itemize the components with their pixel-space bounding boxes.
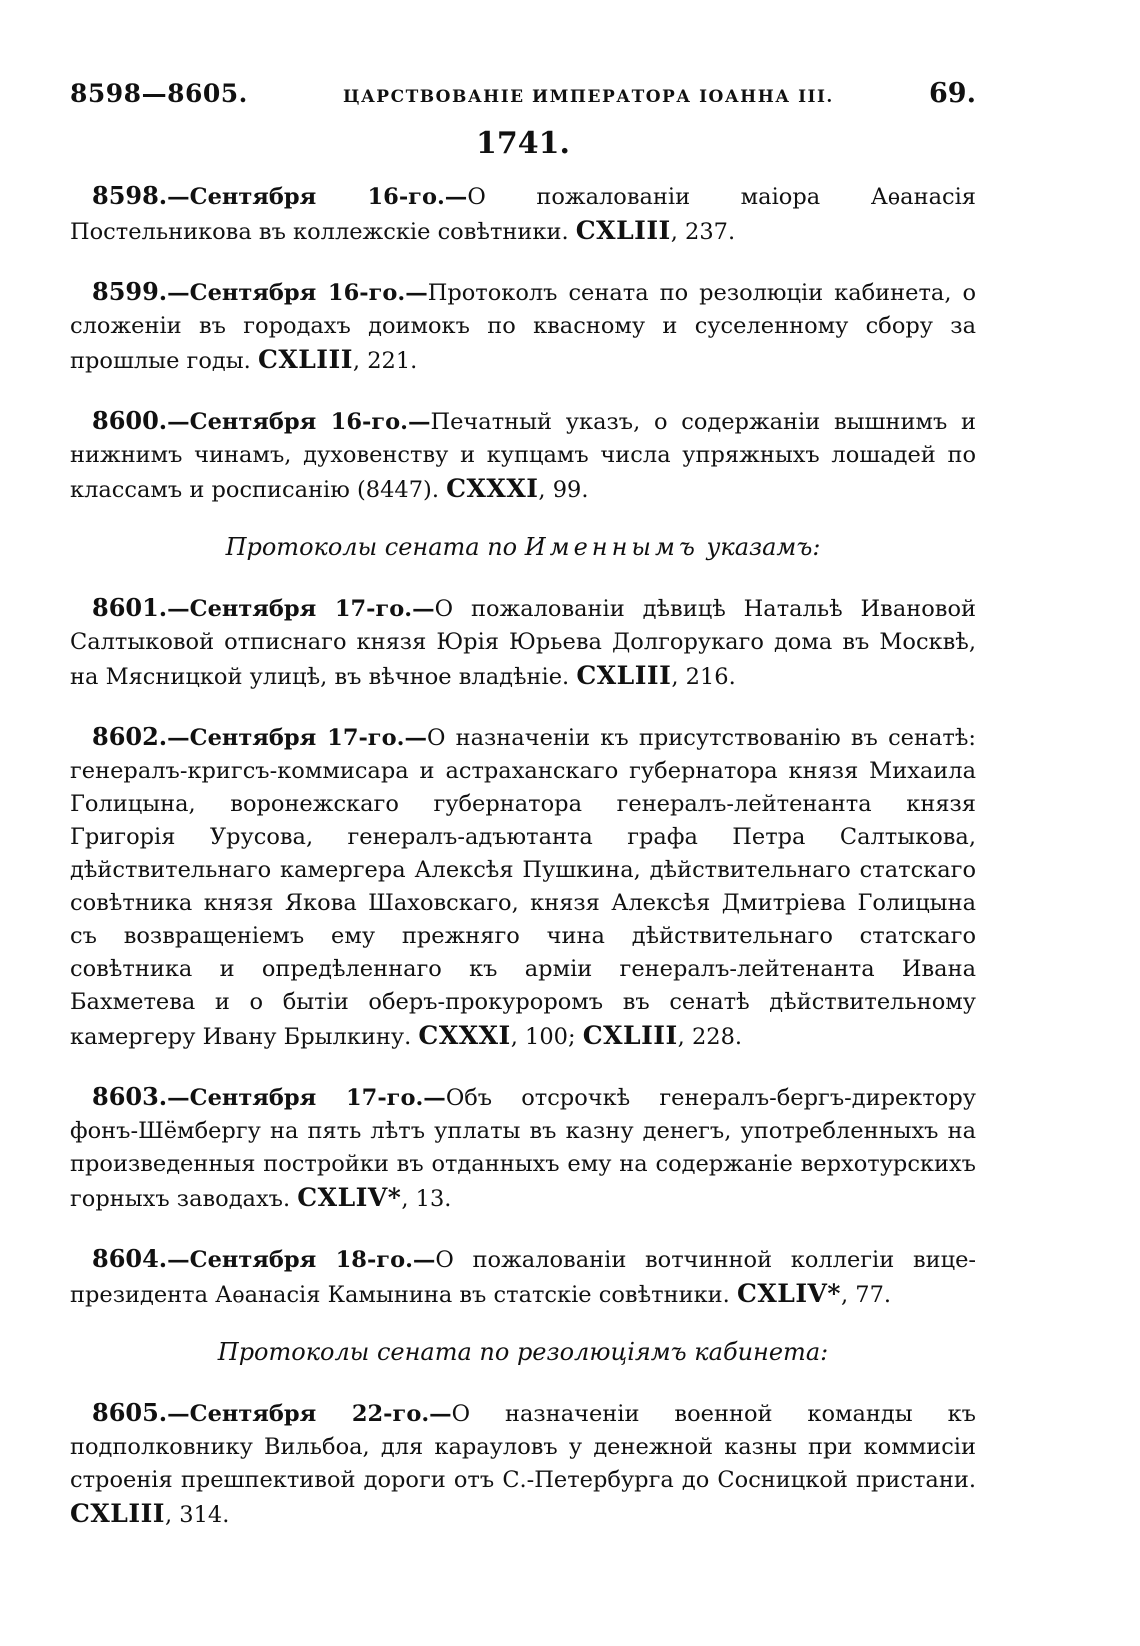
year-heading: 1741. [476, 126, 570, 161]
section-heading-imennye [70, 533, 976, 561]
page-reference: , 237. [670, 219, 736, 245]
entry-number: 8603. [92, 1082, 168, 1111]
page-reference: , 228. [677, 1024, 743, 1050]
entry-8604 [70, 1242, 976, 1312]
entry-text: О пожалованіи дѣвицѣ Натальѣ Ивановой Салтыковой отписнаго князя Юрія Юрьева Долгорукаго дома въ Москвѣ, на Мясницкой улицѣ, въ вѣчное владѣніе. [70, 596, 977, 690]
entry-text: О пожалованіи маіора Аѳанасія Постельникова въ коллежскіе совѣтники. [70, 184, 976, 245]
book-page [70, 78, 976, 1558]
page-reference: , 77. [841, 1282, 892, 1308]
entry-date: —Сентября 16-го.— [167, 184, 468, 210]
volume-reference: CXLIII [576, 661, 672, 690]
page-reference: , 314. [164, 1502, 230, 1528]
entry-8599 [70, 275, 976, 378]
page-reference: , 221. [352, 348, 418, 374]
section-heading-emphasis: Именнымъ [524, 533, 699, 561]
volume-reference: CXLIII [582, 1021, 678, 1050]
entry-date: —Сентября 16-го.— [167, 409, 431, 435]
entry-date: —Сентября 16-го.— [167, 280, 428, 306]
entry-date: —Сентября 22-го.— [167, 1401, 452, 1427]
section-heading-cabinet: Протоколы сената по резолюціямъ кабинета: [217, 1338, 829, 1366]
volume-reference: CXLIII [575, 216, 671, 245]
volume-reference: CXXXI [446, 474, 539, 503]
volume-reference: CXLIV* [297, 1183, 402, 1212]
running-head [70, 78, 976, 114]
volume-reference: CXLIII [257, 345, 353, 374]
entry-number: 8602. [92, 722, 168, 751]
entry-8600 [70, 404, 976, 507]
entry-range: 8598—8605. [70, 79, 248, 108]
entry-number: 8601. [92, 593, 168, 622]
page-reference: , 216. [671, 664, 736, 690]
section-heading-part: указамъ: [698, 533, 821, 561]
volume-reference: CXLIV* [736, 1279, 841, 1308]
entry-date: —Сентября 17-го.— [167, 596, 435, 622]
page-number: 69. [929, 78, 976, 109]
entry-number: 8605. [92, 1398, 168, 1427]
entry-text: Печатный указъ, о содержаніи вышнимъ и нижнимъ чинамъ, духовенству и купцамъ числа упряжныхъ лошадей по классамъ и росписанію (8447). [70, 409, 977, 503]
volume-reference: CXLIII [70, 1499, 165, 1528]
entry-date: —Сентября 17-го.— [167, 725, 427, 751]
entry-text: Объ отсрочкѣ генералъ-бергъ-директору фонъ-Шёмбергу на пять лѣтъ уплаты въ казну денегъ, употребленныхъ на произведенныя постройки въ отданныхъ ему на содержаніе верхотурскихъ горныхъ заводахъ. [70, 1085, 976, 1212]
entry-8602 [70, 720, 976, 1054]
entry-text: О назначеніи военной команды къ подполковнику Вильбоа, для карауловъ у денежной казны при коммисіи строенія прешпективой дороги отъ С.-Петербурга до Сосницкой пристани. [70, 1401, 976, 1493]
entry-number: 8598. [92, 181, 168, 210]
entry-date: —Сентября 17-го.— [167, 1085, 446, 1111]
page-reference: , 99. [538, 477, 589, 503]
entry-8598 [70, 179, 976, 249]
entry-number: 8600. [92, 406, 168, 435]
entry-date: —Сентября 18-го.— [167, 1247, 436, 1273]
volume-reference: CXXXI [418, 1021, 511, 1050]
entry-8605 [70, 1396, 976, 1532]
entry-8601 [70, 591, 976, 694]
entry-number: 8599. [92, 277, 168, 306]
running-title: ЦАРСТВОВАНІЕ ИМПЕРАТОРА ІОАННА III. [343, 87, 834, 107]
page-reference: , 100; [510, 1024, 583, 1050]
entry-text: О назначеніи къ присутствованію въ сенатѣ: генералъ-кригсъ-коммисара и астраханскаго губернатора князя Михаила Голицына, воронежскаго губернатора генералъ-лейтенанта князя Григорія Урусова, генералъ-адъютанта графа Петра Салтыкова, дѣйствительнаго камергера Алексѣя Пушкина, дѣйствительнаго статскаго совѣтника князя Якова Шаховскаго, князя Алексѣя Дмитріева Голицына съ возвращеніемъ ему прежняго чина дѣйствительнаго статскаго совѣтника и опредѣленнаго къ арміи генералъ-лейтенанта Ивана Бахметева и о бытіи оберъ-прокуроромъ въ сенатѣ дѣйствительному камергеру Ивану Брылкину. [70, 725, 976, 1050]
section-heading-part: Протоколы сената по [225, 533, 525, 561]
entry-text: Протоколъ сената по резолюціи кабинета, о сложеніи въ городахъ доимокъ по квасному и суселенному сбору за прошлые годы. [70, 280, 976, 374]
entry-8603 [70, 1080, 976, 1216]
entry-number: 8604. [92, 1244, 168, 1273]
page-reference: , 13. [401, 1186, 452, 1212]
entry-text: О пожалованіи вотчинной коллегіи вице-президента Аѳанасія Камынина въ статскіе совѣтники. [70, 1247, 976, 1308]
